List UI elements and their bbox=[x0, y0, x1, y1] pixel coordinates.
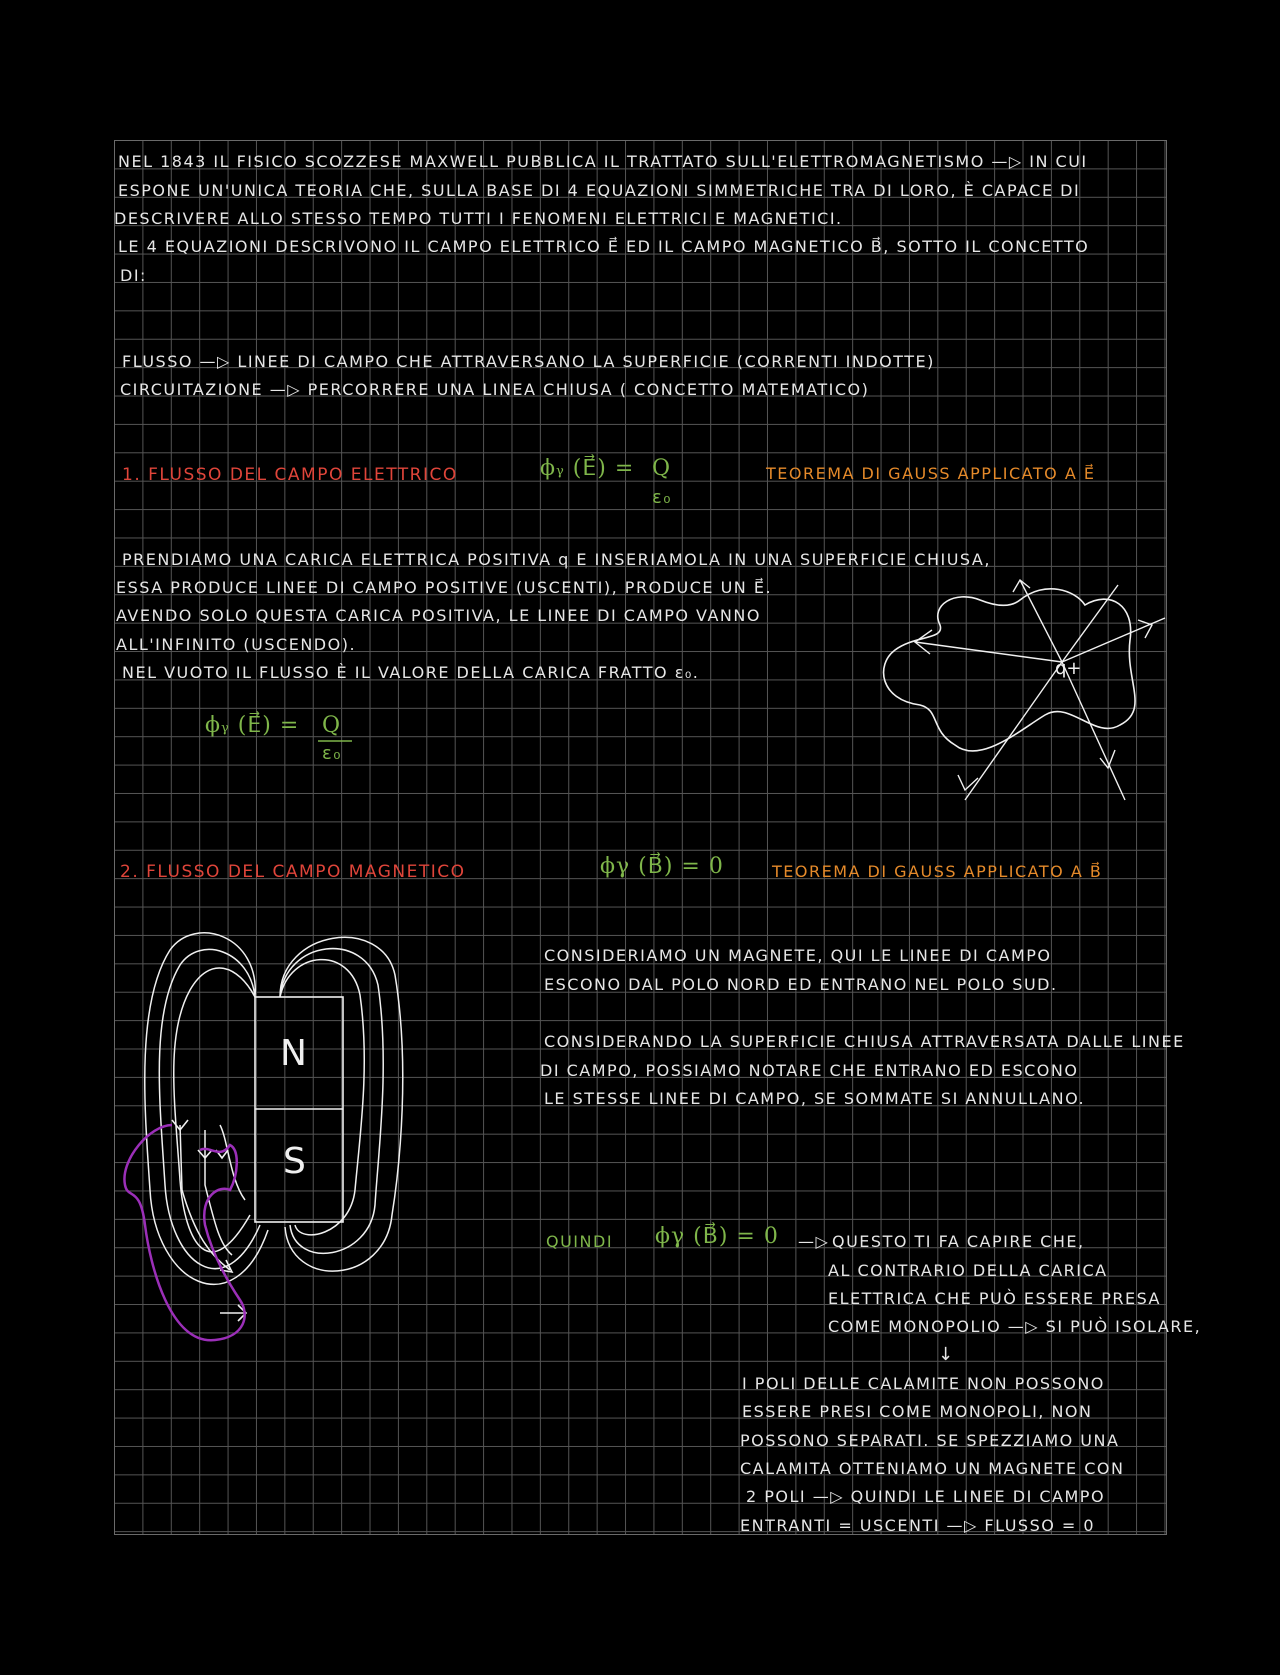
magnet-south-label: S bbox=[283, 1141, 306, 1182]
section-2-text-1: CONSIDERIAMO UN MAGNETE, QUI LE LINEE DI CAMPO bbox=[544, 946, 1052, 965]
phi-subscript: γ bbox=[221, 721, 230, 736]
formula-numerator: Q bbox=[652, 456, 672, 481]
section-2-text-3: CONSIDERANDO LA SUPERFICIE CHIUSA ATTRAVERSATA DALLE LINEE bbox=[544, 1032, 1185, 1051]
phi-symbol: ϕ bbox=[205, 713, 221, 738]
formula-argument: (E⃗) = bbox=[572, 456, 635, 481]
quindi-label: QUINDI bbox=[546, 1232, 614, 1251]
conclusion-line-2: AL CONTRARIO DELLA CARICA bbox=[828, 1261, 1108, 1280]
poles-line-5: 2 POLI —▷ QUINDI LE LINEE DI CAMPO bbox=[746, 1487, 1106, 1506]
closed-surface-charge-diagram bbox=[870, 570, 1170, 810]
section-2-text-4: DI CAMPO, POSSIAMO NOTARE CHE ENTRANO ED ESCONO bbox=[540, 1061, 1079, 1080]
section-1-paragraph-5: NEL VUOTO IL FLUSSO È IL VALORE DELLA CARICA FRATTO ε₀. bbox=[122, 663, 700, 682]
conclusion-line-3: ELETTRICA CHE PUÒ ESSERE PRESA bbox=[828, 1289, 1161, 1308]
magnet-diagram bbox=[120, 925, 420, 1345]
concept-circuitazione: CIRCUITAZIONE —▷ PERCORRERE UNA LINEA CHIUSA ( CONCETTO MATEMATICO) bbox=[120, 380, 870, 399]
charge-label: q+ bbox=[1055, 658, 1082, 679]
formula-argument: (E⃗) = bbox=[237, 713, 300, 738]
section-2-formula: ϕγ (B⃗) = 0 bbox=[600, 854, 724, 879]
intro-line-2: ESPONE UN'UNICA TEORIA CHE, SULLA BASE DI 4 EQUAZIONI SIMMETRICHE TRA DI LORO, È CAPACE DI bbox=[118, 181, 1081, 200]
poles-line-1: I POLI DELLE CALAMITE NON POSSONO bbox=[742, 1374, 1105, 1393]
quindi-formula: ϕγ (B⃗) = 0 bbox=[655, 1224, 779, 1249]
formula-denominator-repeat: ε₀ bbox=[322, 743, 342, 764]
closed-surface-purple bbox=[124, 1125, 244, 1340]
down-arrow: ↓ bbox=[938, 1344, 955, 1365]
fraction-line bbox=[318, 740, 354, 743]
section-1-paragraph-4: ALL'INFINITO (USCENDO). bbox=[116, 635, 357, 654]
intro-line-3: DESCRIVERE ALLO STESSO TEMPO TUTTI I FENOMENI ELETTRICI E MAGNETICI. bbox=[114, 209, 843, 228]
conclusion-line-1: QUESTO TI FA CAPIRE CHE, bbox=[832, 1232, 1085, 1251]
section-1-formula bbox=[540, 455, 634, 486]
section-2-text-5: LE STESSE LINEE DI CAMPO, SE SOMMATE SI ANNULLANO. bbox=[544, 1089, 1086, 1108]
phi-subscript: γ bbox=[556, 464, 565, 479]
intro-line-4: LE 4 EQUAZIONI DESCRIVONO IL CAMPO ELETTRICO E⃗ ED IL CAMPO MAGNETICO B⃗, SOTTO IL CONCETTO bbox=[118, 237, 1090, 256]
phi-symbol: ϕ bbox=[540, 456, 556, 481]
intro-line-1: NEL 1843 IL FISICO SCOZZESE MAXWELL PUBBLICA IL TRATTATO SULL'ELETTROMAGNETISMO —▷ IN CUI bbox=[118, 152, 1088, 171]
poles-line-3: POSSONO SEPARATI. SE SPEZZIAMO UNA bbox=[740, 1431, 1120, 1450]
section-1-formula-repeat bbox=[205, 712, 299, 743]
quindi-arrow: —▷ bbox=[798, 1232, 830, 1251]
section-2-theorem: TEOREMA DI GAUSS APPLICATO A B⃗ bbox=[772, 862, 1103, 881]
intro-line-5: DI: bbox=[120, 266, 147, 285]
concept-flusso: FLUSSO —▷ LINEE DI CAMPO CHE ATTRAVERSANO LA SUPERFICIE (CORRENTI INDOTTE) bbox=[122, 352, 935, 371]
section-2-title: 2. FLUSSO DEL CAMPO MAGNETICO bbox=[120, 862, 466, 882]
section-1-paragraph-2: ESSA PRODUCE LINEE DI CAMPO POSITIVE (USCENTI), PRODUCE UN E⃗. bbox=[116, 578, 773, 597]
section-1-theorem: TEOREMA DI GAUSS APPLICATO A E⃗ bbox=[766, 464, 1096, 483]
formula-numerator-repeat: Q bbox=[322, 713, 342, 738]
poles-line-6: ENTRANTI = USCENTI —▷ FLUSSO = 0 bbox=[740, 1516, 1096, 1535]
poles-line-4: CALAMITA OTTENIAMO UN MAGNETE CON bbox=[740, 1459, 1125, 1478]
section-1-paragraph-1: PRENDIAMO UNA CARICA ELETTRICA POSITIVA q E INSERIAMOLA IN UNA SUPERFICIE CHIUSA, bbox=[122, 550, 991, 569]
section-1-title: 1. FLUSSO DEL CAMPO ELETTRICO bbox=[122, 465, 458, 485]
section-1-paragraph-3: AVENDO SOLO QUESTA CARICA POSITIVA, LE LINEE DI CAMPO VANNO bbox=[116, 606, 761, 625]
magnet-north-label: N bbox=[280, 1033, 307, 1074]
formula-denominator: ε₀ bbox=[652, 487, 672, 508]
conclusion-line-4: COME MONOPOLIO —▷ SI PUÒ ISOLARE, bbox=[828, 1317, 1202, 1336]
poles-line-2: ESSERE PRESI COME MONOPOLI, NON bbox=[742, 1402, 1093, 1421]
section-2-text-2: ESCONO DAL POLO NORD ED ENTRANO NEL POLO SUD. bbox=[544, 975, 1058, 994]
